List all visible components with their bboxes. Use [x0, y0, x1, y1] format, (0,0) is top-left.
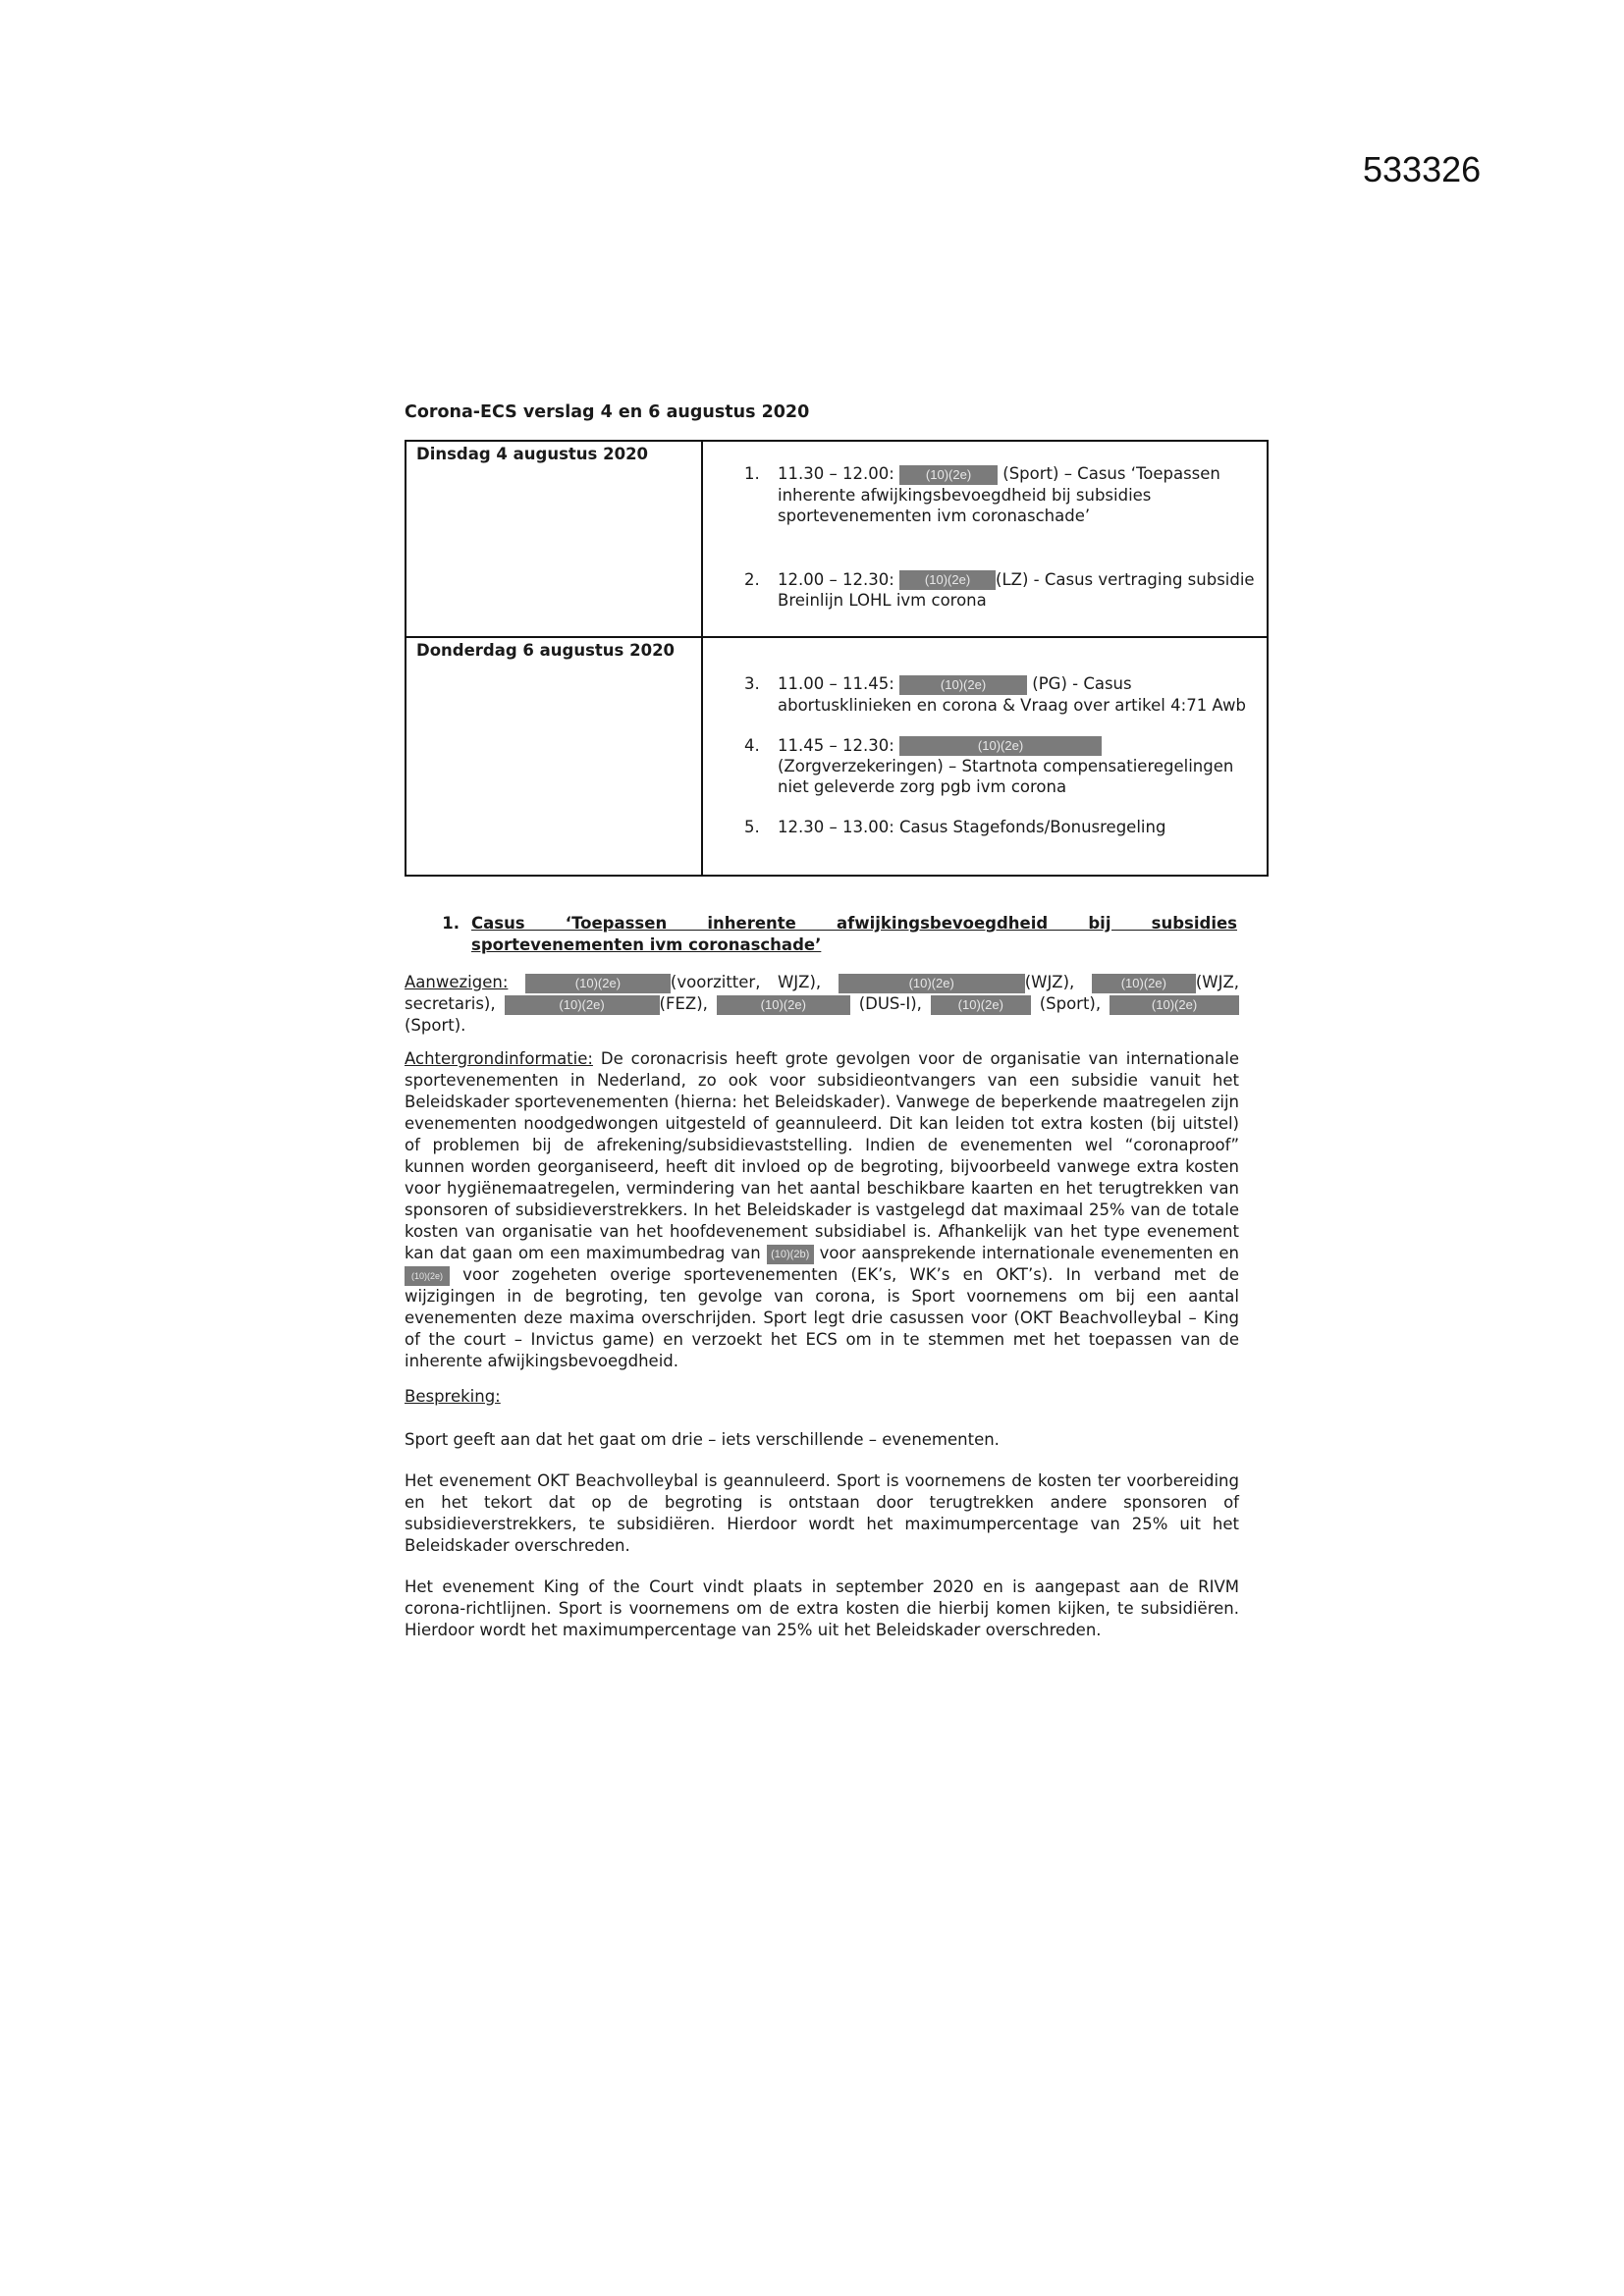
redaction-box: (10)(2e) [505, 995, 660, 1015]
item-text [778, 735, 1259, 798]
agenda-table [405, 440, 1269, 877]
item-desc: (Zorgverzekeringen) – Startnota compensatieregelingen niet geleverde zorg pgb ivm corona [778, 757, 1234, 796]
item-number: 5. [744, 818, 760, 836]
paragraph-3: Het evenement King of the Court vindt plaats in september 2020 en is aangepast aan de RIVM corona-richtlijnen. Sport is voornemens om de extra kosten die hierbij komen kijken, te subsidiëren. Hierdoor wordt het maximumpercentage van 25% uit het Beleidskader overschreden. [405, 1577, 1239, 1639]
item-text [778, 569, 1259, 612]
attendee-role: (DUS-I), [858, 994, 922, 1013]
redaction-box: (10)(2e) [899, 675, 1027, 695]
background-text: De coronacrisis heeft grote gevolgen voor de organisatie van internationale sportevenementen in Nederland, zo ook voor subsidieontvangers van een subsidie vanuit het Beleidskader sportevenementen (hierna: het Beleidskader). Vanwege de beperkende maatregelen zijn evenementen noodgedwongen uitgesteld of geannuleerd. Dit kan leiden tot extra kosten (bij uitstel) of problemen bij de afrekening/subsidievaststelling. Indien de evenementen wel “coronaproof” kunnen worden georganiseerd, heeft dit invloed op de begroting, bijvoorbeeld vanwege extra kosten voor hygiënemaatregelen, vermindering van het aantal beschikbare kaarten en het terugtrekken van sponsoren of subsidieverstrekkers. In het Beleidskader is vastgelegd dat maximaal 25% van de totale kosten van organisatie van het hoofdevenement subsidiabel is. Afhankelijk van het type evenement kan dat gaan om een maximumbedrag van [405, 1049, 1239, 1262]
redaction-box: (10)(2e) [405, 1266, 450, 1286]
background-text: voor aansprekende internationale evenementen en [813, 1244, 1239, 1262]
redaction-box: (10)(2e) [1110, 995, 1239, 1015]
redaction-box: (10)(2b) [767, 1245, 814, 1264]
attendee-role: (FEZ), [659, 994, 708, 1013]
item-number: 4. [744, 735, 760, 755]
redaction-box: (10)(2e) [1092, 974, 1196, 993]
section-1-heading [405, 913, 1239, 956]
document-number: 533326 [1363, 149, 1482, 189]
item-desc: (LZ) - Casus vertraging subsidie Breinlijn LOHL ivm corona [778, 569, 1255, 610]
attendee-role: (Sport). [405, 1016, 466, 1035]
agenda-items-day-2 [702, 637, 1268, 876]
agenda-day-2: Donderdag 6 augustus 2020 [406, 637, 702, 876]
section-heading [405, 913, 1239, 934]
agenda-items-day-1 [702, 441, 1268, 637]
agenda-item [703, 569, 1267, 612]
item-text [778, 817, 1259, 837]
discussion-heading: Bespreking: [405, 1387, 501, 1406]
item-number: 3. [744, 674, 760, 693]
redaction-box: (10)(2e) [839, 974, 1025, 993]
redaction-box: (10)(2e) [931, 995, 1031, 1015]
item-text [778, 673, 1259, 716]
section-number: 1. [442, 914, 460, 933]
document-title: Corona-ECS verslag 4 en 6 augustus 2020 [405, 402, 810, 422]
attendees-label: Aanwezigen: [405, 973, 509, 991]
redaction-box: (10)(2e) [899, 465, 998, 485]
section-heading-line-2: sportevenementen ivm coronaschade’ [471, 935, 822, 954]
paragraph-1: Sport geeft aan dat het gaat om drie – iets verschillende – evenementen. [405, 1430, 1000, 1449]
item-time: 11.45 – 12.30: [778, 735, 900, 755]
item-time: 12.00 – 12.30: [778, 569, 900, 589]
agenda-item [703, 735, 1267, 798]
agenda-item [703, 673, 1267, 716]
redaction-box: (10)(2e) [525, 974, 671, 993]
attendee-role: (WJZ, [1195, 973, 1239, 991]
redaction-box: (10)(2e) [717, 995, 850, 1015]
attendee-role: secretaris), [405, 994, 496, 1013]
agenda-day-1: Dinsdag 4 augustus 2020 [406, 441, 702, 637]
background-label: Achtergrondinformatie: [405, 1049, 593, 1068]
section-heading-2 [405, 934, 1239, 956]
redaction-box: (10)(2e) [899, 570, 996, 590]
item-time: 12.30 – 13.00: Casus Stagefonds/Bonusregeling [778, 818, 1166, 836]
agenda-item [703, 463, 1267, 526]
discussion-label [405, 1386, 1239, 1408]
item-text [778, 463, 1259, 526]
item-time: 11.00 – 11.45: [778, 674, 900, 693]
item-time: 11.30 – 12.00: [778, 464, 900, 483]
section-heading-line-1: Casus ‘Toepassen inherente afwijkingsbevoegdheid bij subsidies [471, 914, 1237, 933]
item-desc: (PG) - Casus abortusklinieken en corona & Vraag over artikel 4:71 Awb [778, 674, 1247, 715]
item-number: 2. [744, 569, 760, 589]
agenda-item [703, 817, 1267, 837]
item-desc: (Sport) – Casus ‘Toepassen inherente afwijkingsbevoegdheid bij subsidies sportevenementen ivm coronaschade’ [778, 464, 1220, 525]
spacer [424, 934, 471, 956]
attendee-role: (WJZ), [1024, 973, 1075, 991]
paragraph-2: Het evenement OKT Beachvolleybal is geannuleerd. Sport is voornemens de kosten ter voorbereiding en het tekort dat op de begroting is ontstaan door terugtrekken andere sponsoren of subsidieverstrekkers, te subsidiëren. Hierdoor wordt het maximumpercentage van 25% uit het Beleidskader overschreden. [405, 1471, 1239, 1555]
attendee-role: (voorzitter, WJZ), [670, 973, 822, 991]
background-text: voor zogeheten overige sportevenementen (EK’s, WK’s en OKT’s). In verband met de wijzigingen in de begroting, ten gevolge van corona, is Sport voornemens om bij een aantal evenementen deze maxima overschrijden. Sport legt drie casussen voor (OKT Beachvolleybal – King of the court – Invictus game) en verzoekt het ECS om in te stemmen met het toepassen van de inherente afwijkingsbevoegdheid. [405, 1265, 1239, 1370]
redaction-box: (10)(2e) [899, 736, 1102, 756]
attendees [405, 972, 1239, 1037]
background-info [405, 1048, 1239, 1372]
item-number: 1. [744, 464, 760, 483]
attendee-role: (Sport), [1039, 994, 1102, 1013]
